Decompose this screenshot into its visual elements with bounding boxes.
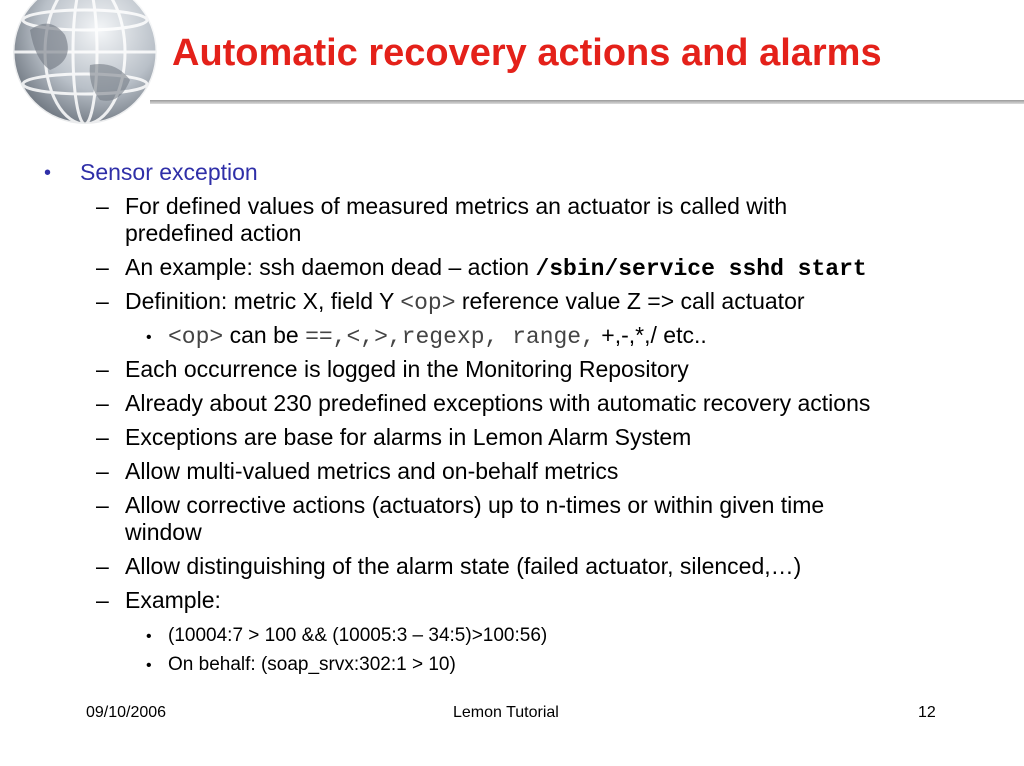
dash-marker: – [96,390,109,416]
dash-marker: – [96,492,109,518]
code-snippet: <op> [400,290,456,316]
dash-marker: – [96,553,109,579]
slide-title: Automatic recovery actions and alarms [172,32,882,74]
dash-marker: – [96,424,109,450]
code-snippet: /sbin/service sshd start [535,256,867,282]
page-number: 12 [918,704,936,721]
footer-date: 09/10/2006 [86,704,167,721]
dash-marker: – [96,288,109,314]
dash-marker: – [96,254,109,280]
code-snippet: <op> [168,324,224,350]
code-snippet: ==,<,>,regexp, range, [305,324,595,350]
dash-marker: – [96,193,109,219]
dash-marker: – [96,587,109,613]
bullet-marker: • [44,162,52,184]
dash-marker: – [96,458,109,484]
bullet-marker: • [146,628,152,645]
bullet-marker: • [146,329,152,346]
title-divider [150,100,1024,104]
bullet-marker: • [146,657,152,674]
dash-marker: – [96,356,109,382]
globe-logo-icon [0,0,160,140]
footer-title: Lemon Tutorial [453,704,559,721]
